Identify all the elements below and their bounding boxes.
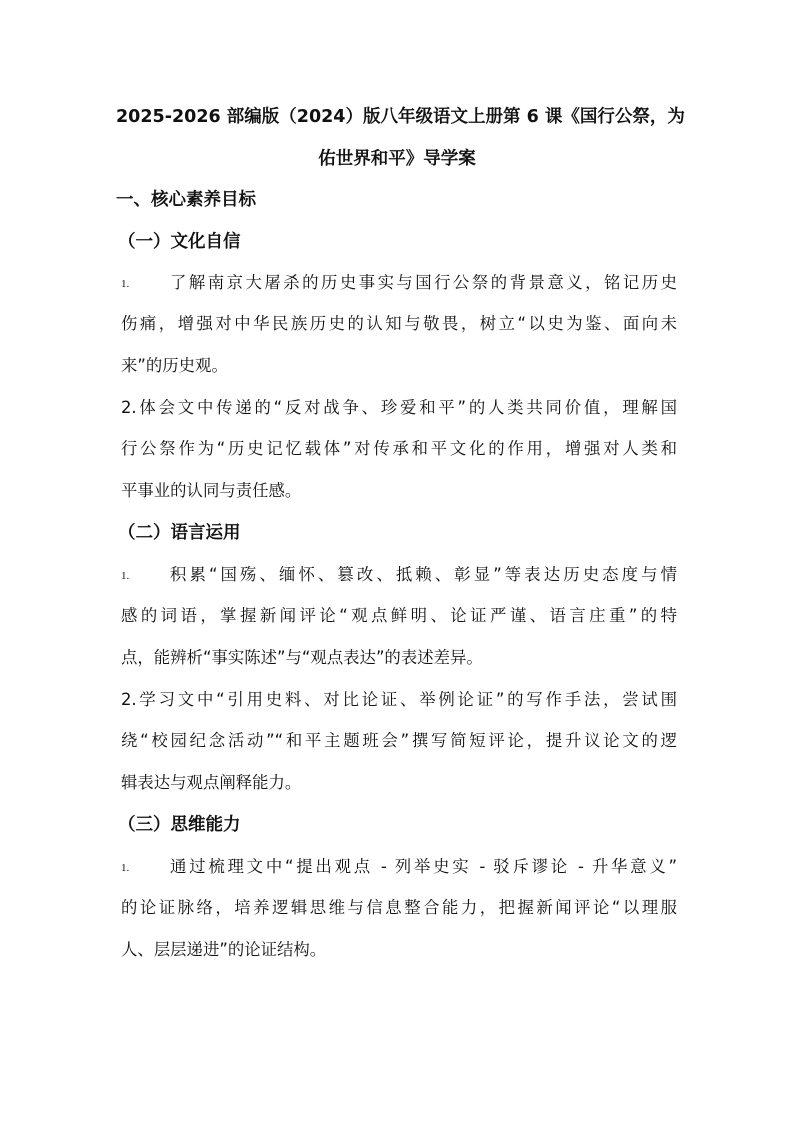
paragraph-line: 来”的历史观。 bbox=[121, 356, 228, 375]
paragraph-line: 了解南京大屠杀的历史事实与国行公祭的背景意义，铭记历史 bbox=[170, 273, 677, 292]
document-title-line-2: 佑世界和平》导学案 bbox=[318, 149, 476, 169]
list-number: 1. bbox=[121, 862, 130, 874]
list-number: 1. bbox=[121, 570, 130, 582]
paragraph-line: 伤痛，增强对中华民族历史的认知与敬畏，树立“以史为鉴、面向未 bbox=[121, 314, 677, 333]
list-number: 1. bbox=[121, 278, 130, 290]
subsection-heading-language-use: （二）语言运用 bbox=[118, 523, 241, 543]
paragraph-line: 绕“校园纪念活动”“和平主题班会”撰写简短评论，提升议论文的逻 bbox=[121, 731, 677, 750]
paragraph-line: 点，能辨析“事实陈述”与“观点表达”的表述差异。 bbox=[121, 648, 483, 667]
subsection-heading-cultural-confidence: （一）文化自信 bbox=[118, 232, 241, 252]
paragraph-line: 行公祭作为“历史记忆载体”对传承和平文化的作用，增强对人类和 bbox=[121, 439, 677, 458]
paragraph-line: 人、层层递进”的论证结构。 bbox=[121, 940, 327, 959]
paragraph-line: 积累“国殇、缅怀、篡改、抵赖、彰显”等表达历史态度与情 bbox=[170, 565, 677, 584]
paragraph-line: 的论证脉络，培养逻辑思维与信息整合能力，把握新闻评论“以理服 bbox=[121, 898, 677, 917]
subsection-heading-thinking-ability: （三）思维能力 bbox=[118, 815, 241, 835]
paragraph-line: 2.学习文中“引用史料、对比论证、举例论证”的写作手法，尝试围 bbox=[121, 690, 677, 709]
paragraph-line: 感的词语，掌握新闻评论“观点鲜明、论证严谨、语言庄重”的特 bbox=[121, 606, 677, 625]
paragraph-line: 辑表达与观点阐释能力。 bbox=[121, 773, 302, 792]
paragraph-line: 通过梳理文中“提出观点 - 列举史实 - 驳斥谬论 - 升华意义” bbox=[170, 857, 677, 876]
section-heading-core-goals: 一、核心素养目标 bbox=[116, 190, 256, 210]
paragraph-line: 平事业的认同与责任感。 bbox=[121, 481, 302, 500]
document-title-line-1: 2025-2026 部编版（2024）版八年级语文上册第 6 课《国行公祭，为 bbox=[116, 107, 685, 127]
paragraph-line: 2.体会文中传递的“反对战争、珍爱和平”的人类共同价值，理解国 bbox=[121, 398, 677, 417]
